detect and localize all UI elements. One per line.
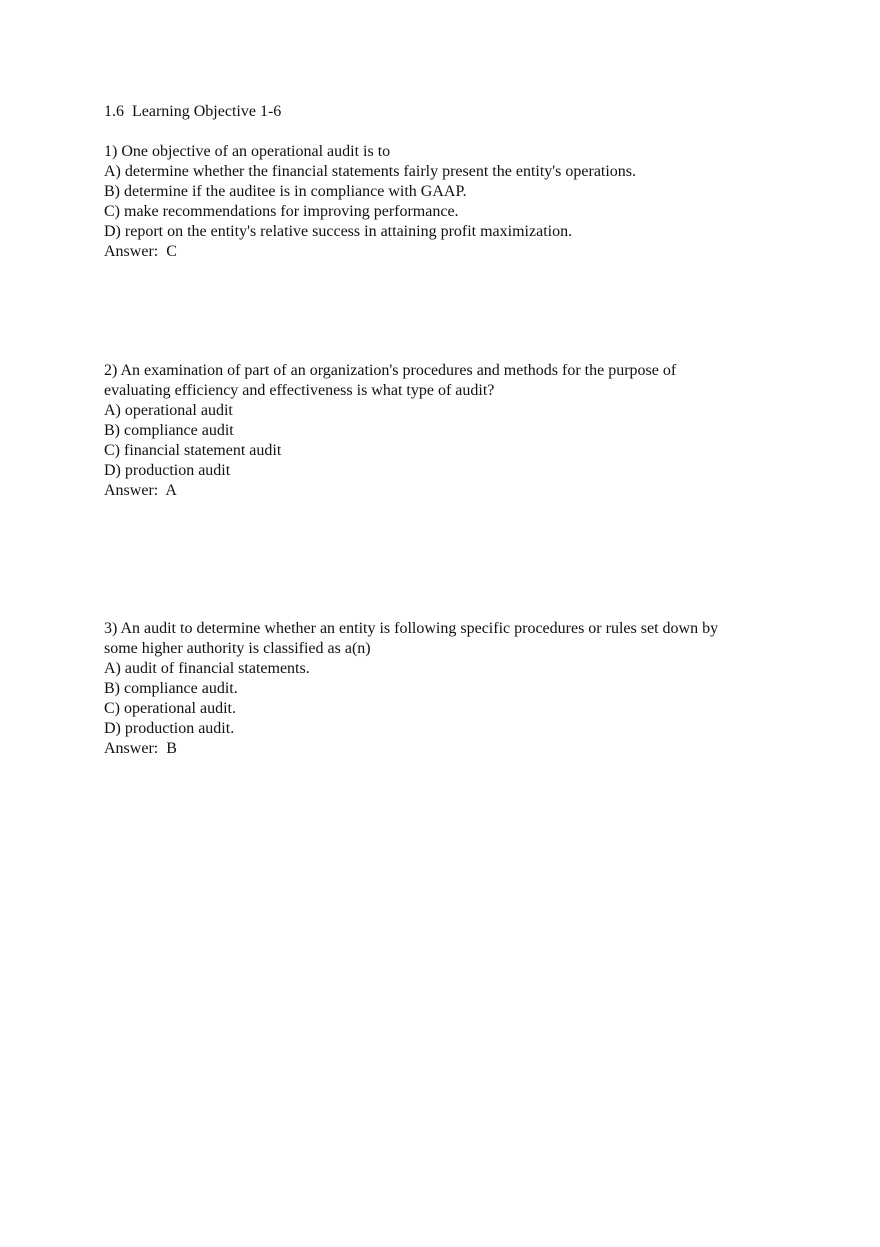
- option-b: B) compliance audit.: [104, 680, 238, 697]
- option-d: D) report on the entity's relative success in attaining profit maximization.: [104, 223, 573, 240]
- question-stem: 1) One objective of an operational audit is to: [104, 143, 391, 160]
- option-b: B) compliance audit: [104, 422, 234, 439]
- answer-line: Answer: C: [104, 243, 177, 260]
- answer-line: Answer: B: [104, 740, 177, 757]
- option-a: A) operational audit: [104, 402, 233, 419]
- question-stem-continued: some higher authority is classified as a(n): [104, 640, 371, 657]
- section-heading: 1.6 Learning Objective 1-6: [104, 103, 282, 120]
- question-stem: 3) An audit to determine whether an entity is following specific procedures or rules set down by: [104, 620, 719, 637]
- question-1: [104, 142, 784, 262]
- question-stem: 2) An examination of part of an organization's procedures and methods for the purpose of: [104, 362, 677, 379]
- option-c: C) make recommendations for improving performance.: [104, 203, 459, 220]
- option-a: A) audit of financial statements.: [104, 660, 310, 677]
- option-c: C) financial statement audit: [104, 442, 282, 459]
- answer-line: Answer: A: [104, 482, 177, 499]
- option-d: D) production audit: [104, 462, 231, 479]
- option-b: B) determine if the auditee is in compliance with GAAP.: [104, 183, 467, 200]
- question-stem-continued: evaluating efficiency and effectiveness is what type of audit?: [104, 382, 495, 399]
- option-c: C) operational audit.: [104, 700, 236, 717]
- option-a: A) determine whether the financial statements fairly present the entity's operations.: [104, 163, 637, 180]
- question-2: [104, 361, 784, 501]
- option-d: D) production audit.: [104, 720, 235, 737]
- question-3: [104, 619, 784, 759]
